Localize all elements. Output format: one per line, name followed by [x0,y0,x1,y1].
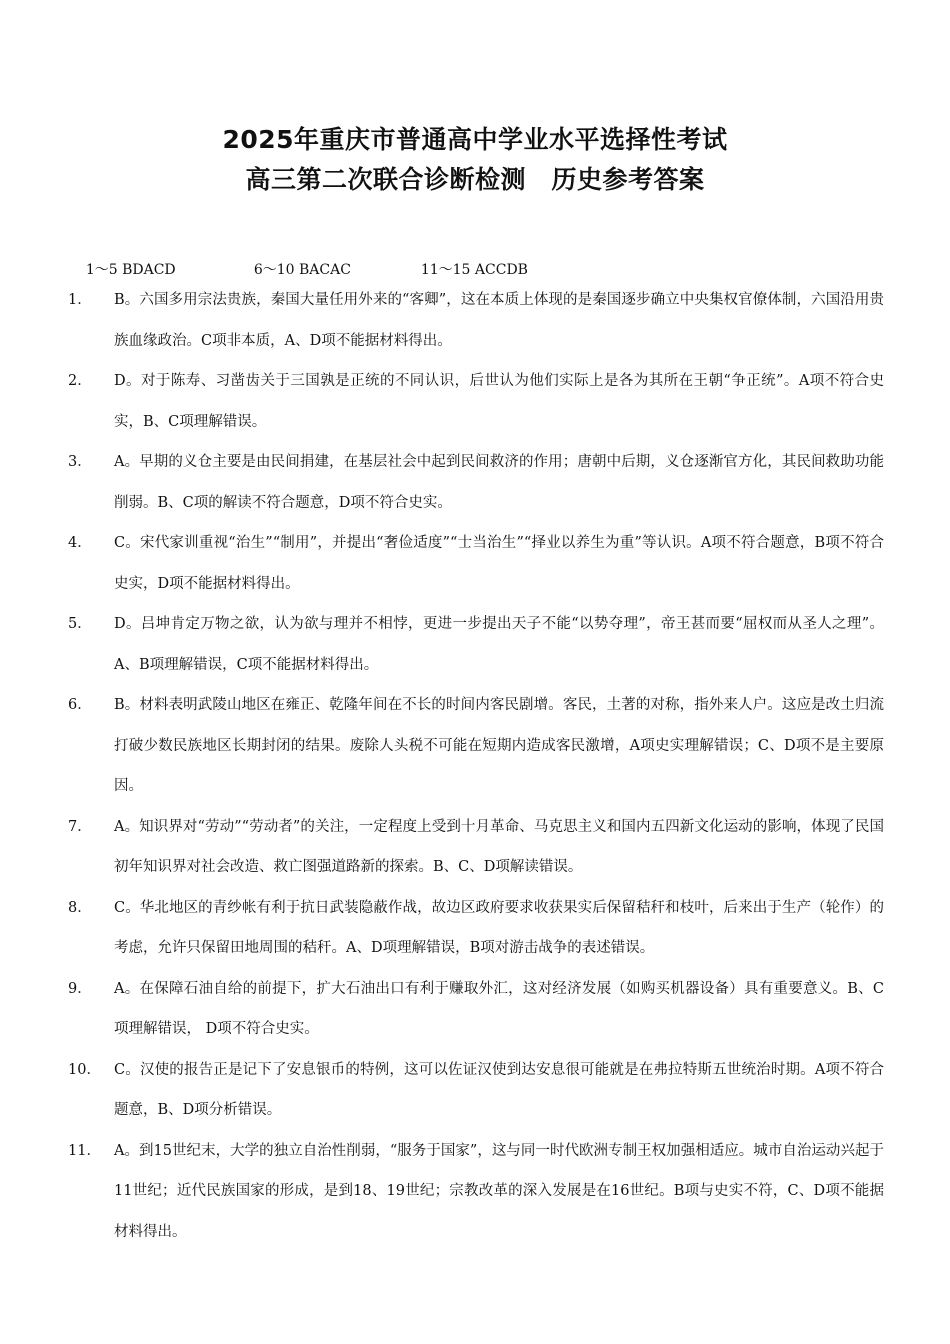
explanation-text: A。在保障石油自给的前提下，扩大石油出口有利于赚取外汇，这对经济发展（如购买机器设备）具有重要意义。B、C项理解错误， D项不符合史实。 [114,980,884,1037]
explanation-list [68,280,884,1252]
answer-key-range: 11～15 [420,262,471,278]
question-number: 8． [68,899,92,916]
answer-key-group [254,259,421,279]
explanation-item [68,1050,884,1131]
document-subtitle: 高三第二次联合诊断检测 历史参考答案 [245,165,705,194]
explanation-text: D。对于陈寿、习凿齿关于三国孰是正统的不同认识，后世认为他们实际上是各为其所在王朝“争正统”。A项不符合史实，B、C项理解错误。 [114,373,884,430]
explanation-text: C。宋代家训重视“治生”“制用”，并提出“奢俭适度”“士当治生”“择业以养生为重”等认识。A项不符合题意，B项不符合史实，D项不能据材料得出。 [114,535,884,592]
question-number: 3． [68,454,92,470]
explanation-item [68,1131,884,1253]
document-title: 2025年重庆市普通高中学业水平选择性考试 [222,125,728,154]
answer-key-group [86,259,254,279]
question-number: 6． [68,697,92,713]
explanation-item [68,523,884,604]
explanation-item [68,685,884,807]
explanation-text: A。到15世纪末，大学的独立自治性削弱，“服务于国家”，这与同一时代欧洲专制王权加强相适应。城市自治运动兴起于11世纪；近代民族国家的形成，是到18、19世纪；宗教改革的深入发展是在16世纪。B项与史实不符，C、D项不能据材料得出。 [114,1142,884,1240]
explanation-text: C。汉使的报告正是记下了安息银币的特例，这可以佐证汉使到达安息很可能就是在弗拉特斯五世统治时期。A项不符合题意，B、D项分析错误。 [114,1061,884,1118]
explanation-text: B。六国多用宗法贵族，秦国大量任用外来的“客卿”，这在本质上体现的是秦国逐步确立中央集权官僚体制，六国沿用贵族血缘政治。C项非本质，A、D项不能据材料得出。 [114,292,884,349]
explanation-item [68,442,884,523]
explanation-item [68,361,884,442]
question-number: 11． [68,1142,101,1159]
question-number: 7． [68,818,92,835]
explanation-text: B。材料表明武陵山地区在雍正、乾隆年间在不长的时间内客民剧增。客民，土著的对称，指外来人户。这应是改土归流打破少数民族地区长期封闭的结果。废除人头税不可能在短期内造成客民激增，A项史实理解错误；C、D项不是主要原因。 [114,697,884,794]
explanation-text: A。知识界对“劳动”“劳动者”的关注，一定程度上受到十月革命、马克思主义和国内五四新文化运动的影响，体现了民国初年知识界对社会改造、救亡图强道路新的探索。B、C、D项解读错误。 [114,818,884,875]
answer-key-range: 1～5 [85,262,118,278]
answer-key-letters: BACAC [299,262,351,278]
explanation-text: A。早期的义仓主要是由民间捐建，在基层社会中起到民间救济的作用；唐朝中后期，义仓逐渐官方化，其民间救助功能削弱。B、C项的解读不符合题意，D项不符合史实。 [114,454,884,511]
explanation-item [68,888,884,969]
question-number: 9． [68,980,92,997]
question-number: 10． [68,1061,101,1078]
explanation-item [68,280,884,361]
answer-key-group [421,259,528,279]
answer-key-letters: BDACD [122,262,176,278]
question-number: 1． [68,292,92,308]
answer-key-range: 6～10 [253,262,295,278]
explanation-text: D。吕坤肯定万物之欲，认为欲与理并不相悖，更进一步提出天子不能“以势夺理”，帝王甚而要“屈权而从圣人之理”。A、B项理解错误，C项不能据材料得出。 [114,616,884,673]
explanation-item [68,604,884,685]
explanation-item [68,969,884,1050]
question-number: 4． [68,535,92,551]
question-number: 2． [68,373,92,389]
explanation-item [68,807,884,888]
question-number: 5． [68,616,92,632]
answer-key-letters: ACCDB [474,262,528,278]
explanation-text: C。华北地区的青纱帐有利于抗日武装隐蔽作战，故边区政府要求收获果实后保留秸秆和枝叶，后来出于生产（轮作）的考虑，允许只保留田地周围的秸秆。A、D项理解错误，B项对游击战争的表述错误。 [114,899,884,956]
